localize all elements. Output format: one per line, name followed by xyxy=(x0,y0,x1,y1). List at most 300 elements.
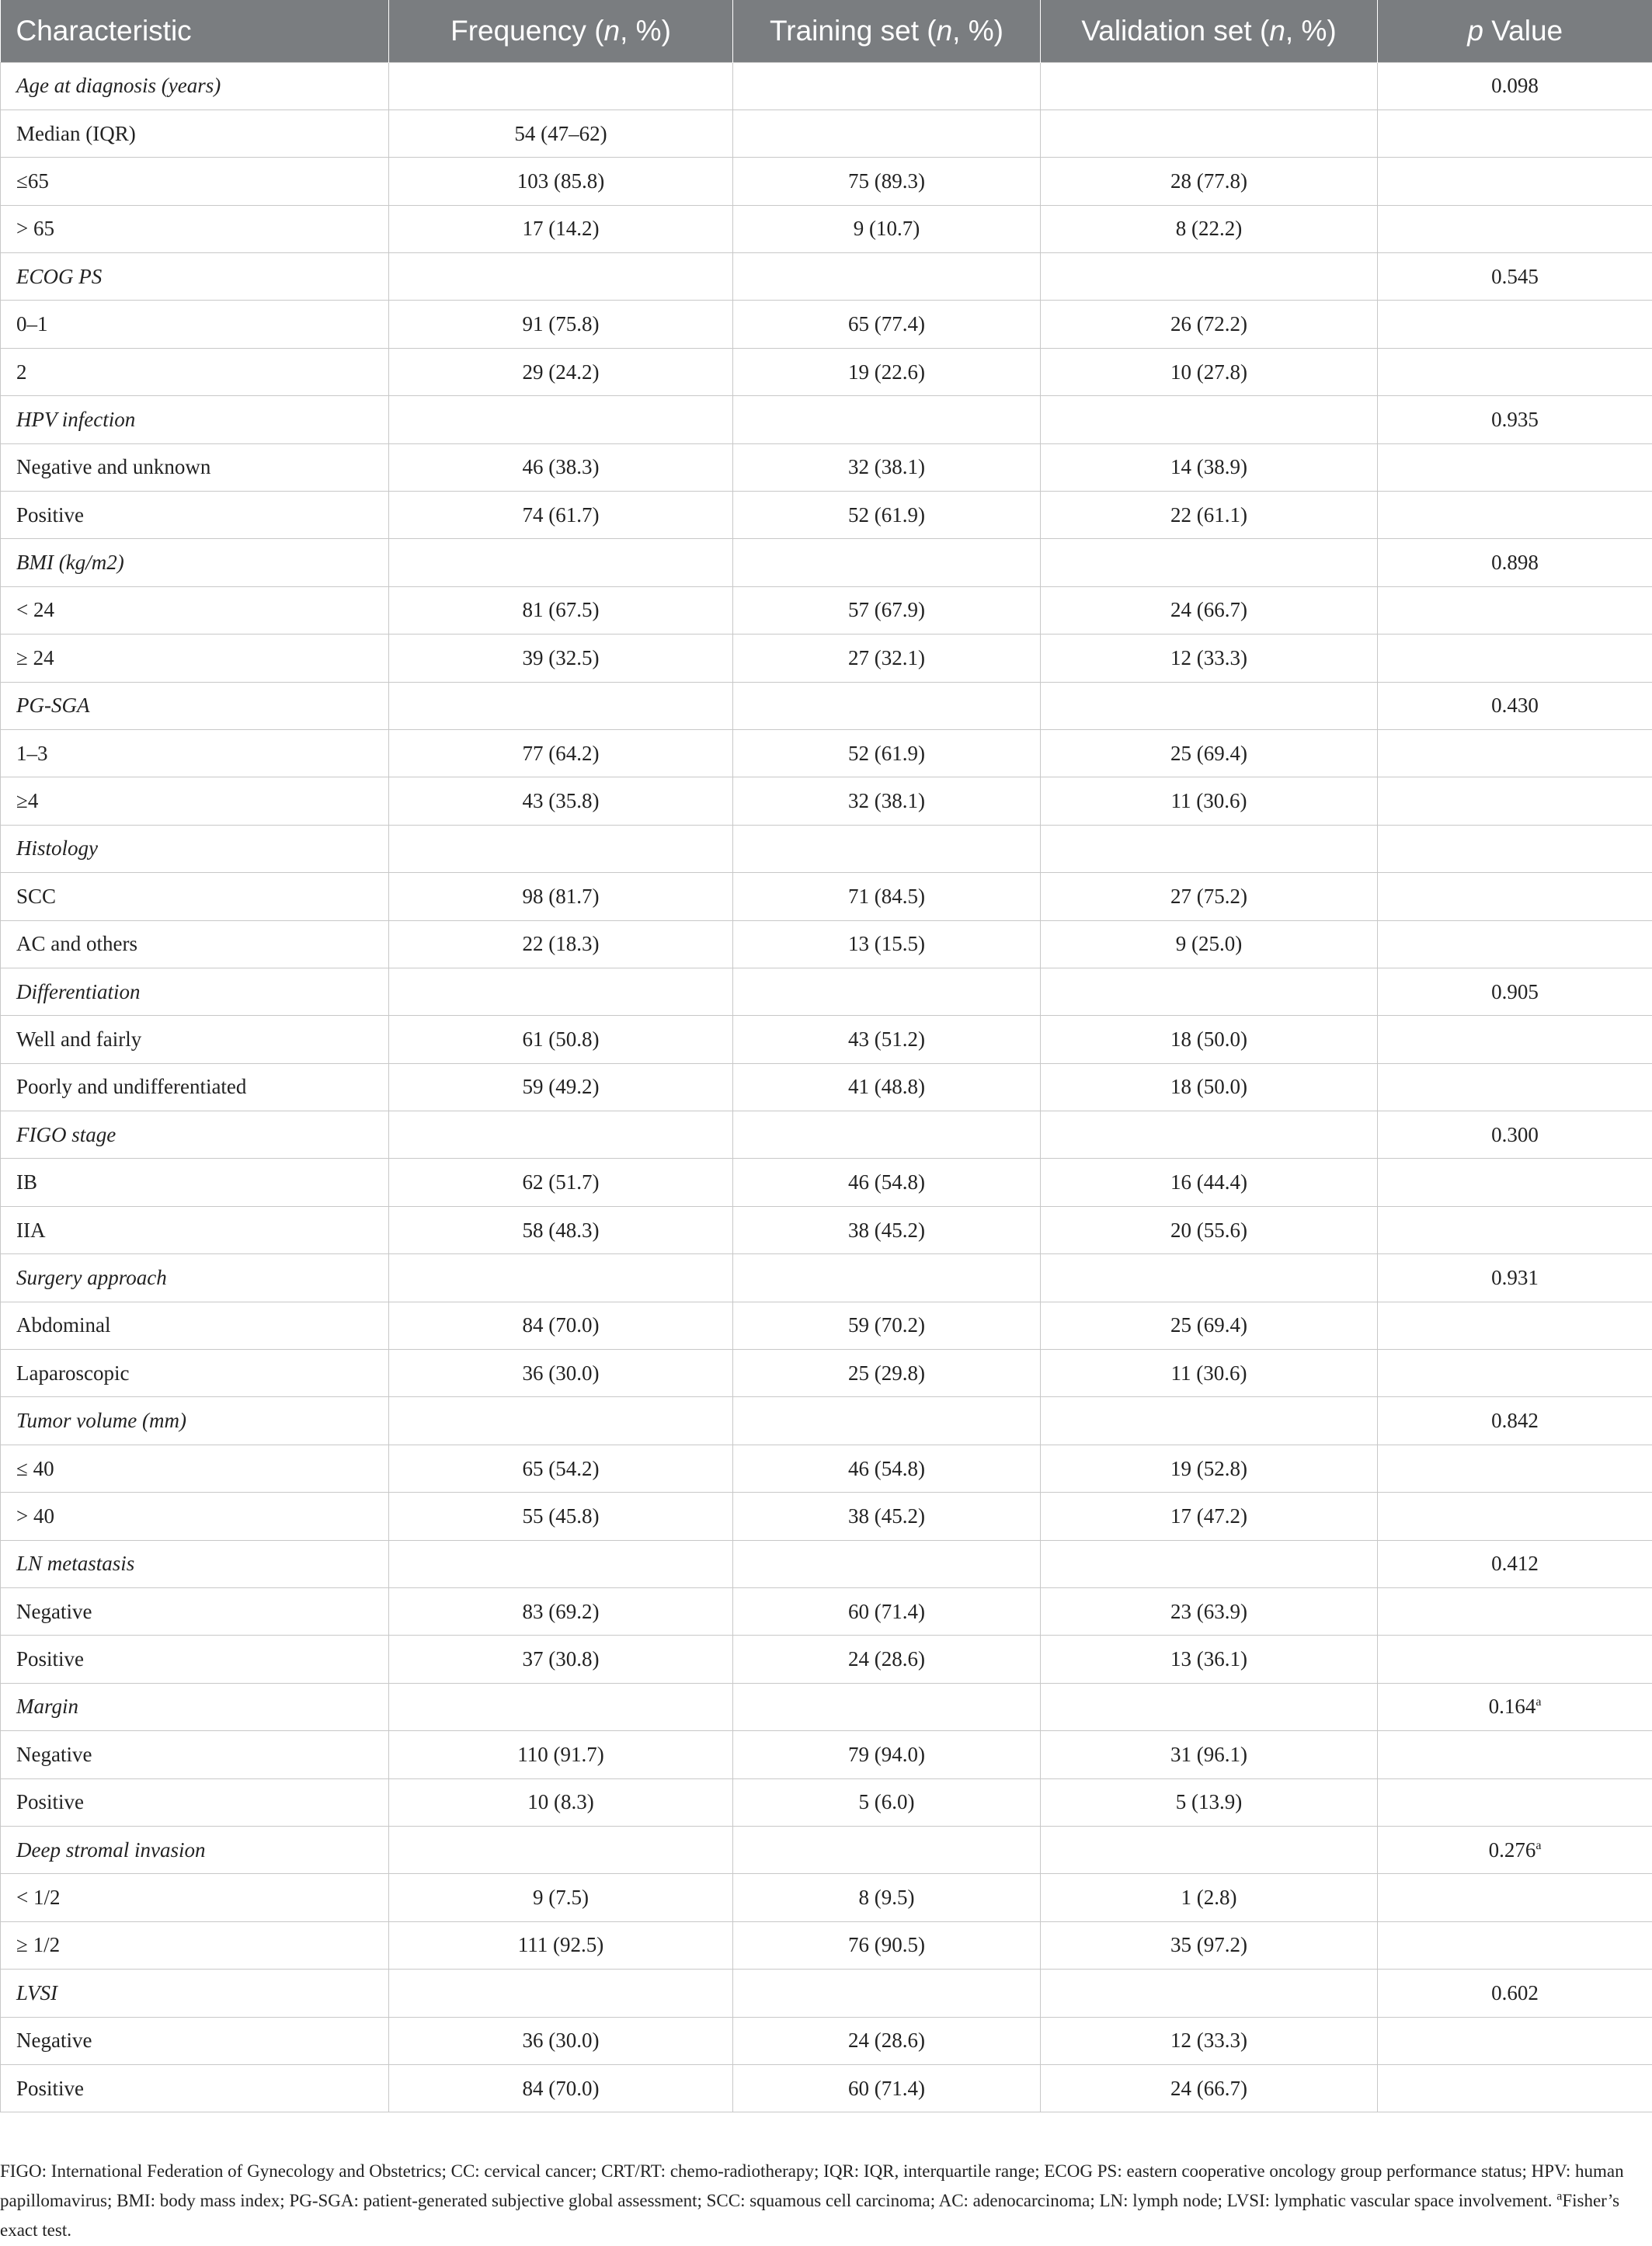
frequency-cell xyxy=(389,1921,733,1969)
cell-text: 18 (50.0) xyxy=(1170,1075,1247,1099)
validation-set-cell xyxy=(1041,1588,1378,1636)
validation-set-cell xyxy=(1041,1970,1378,2017)
training-set-cell xyxy=(733,348,1041,395)
cell-text: 25 (69.4) xyxy=(1170,741,1247,765)
table-row xyxy=(1,1588,1652,1636)
characteristic-cell xyxy=(1,1588,389,1636)
cell-text: Positive xyxy=(16,1790,85,1814)
cell-text: Negative and unknown xyxy=(16,455,211,479)
characteristic-cell xyxy=(1,968,389,1015)
header-text: Characteristic xyxy=(16,14,192,47)
validation-set-cell xyxy=(1041,348,1378,395)
cell-text: 58 (48.3) xyxy=(522,1218,600,1242)
characteristic-cell xyxy=(1,158,389,205)
cell-text: 9 (7.5) xyxy=(533,1886,589,1910)
validation-set-cell xyxy=(1041,1397,1378,1445)
validation-set-cell xyxy=(1041,1874,1378,1921)
table-row xyxy=(1,920,1652,968)
cell-text: 19 (52.8) xyxy=(1170,1456,1247,1480)
p-value-cell xyxy=(1378,205,1652,252)
frequency-cell xyxy=(389,1636,733,1683)
frequency-cell xyxy=(389,492,733,539)
validation-set-cell xyxy=(1041,62,1378,110)
characteristic-cell xyxy=(1,1731,389,1778)
training-set-cell xyxy=(733,1493,1041,1540)
characteristic-cell xyxy=(1,635,389,682)
frequency-cell xyxy=(389,635,733,682)
cell-text: 9 (25.0) xyxy=(1175,932,1243,956)
group-row xyxy=(1,682,1652,729)
group-row xyxy=(1,396,1652,443)
p-value-cell xyxy=(1378,1016,1652,1063)
p-value-cell xyxy=(1378,586,1652,634)
table-row xyxy=(1,205,1652,252)
training-set-cell xyxy=(733,443,1041,491)
cell-text: 20 (55.6) xyxy=(1170,1218,1247,1242)
p-value-cell xyxy=(1378,1731,1652,1778)
p-value-cell xyxy=(1378,2017,1652,2064)
header-text: Value xyxy=(1483,14,1563,47)
cell-text: 5 (6.0) xyxy=(858,1790,915,1814)
cell-text: 37 (30.8) xyxy=(522,1647,600,1671)
cell-text: 74 (61.7) xyxy=(522,502,600,527)
frequency-cell xyxy=(389,158,733,205)
header-text: Training set ( xyxy=(770,14,937,47)
validation-set-cell xyxy=(1041,110,1378,157)
cell-text: SCC xyxy=(16,884,57,908)
table-row xyxy=(1,1016,1652,1063)
table-row xyxy=(1,777,1652,825)
characteristic-cell xyxy=(1,1159,389,1206)
header-p-value xyxy=(1378,0,1652,62)
cell-text: 19 (22.6) xyxy=(848,360,925,384)
cell-text: 59 (49.2) xyxy=(522,1075,600,1099)
validation-set-cell xyxy=(1041,1159,1378,1206)
frequency-cell xyxy=(389,110,733,157)
training-set-cell xyxy=(733,682,1041,729)
table-row xyxy=(1,348,1652,395)
training-set-cell xyxy=(733,1874,1041,1921)
table-row xyxy=(1,1206,1652,1253)
cell-text: 24 (28.6) xyxy=(848,1647,925,1671)
frequency-cell xyxy=(389,253,733,301)
validation-set-cell xyxy=(1041,205,1378,252)
header-frequency xyxy=(389,0,733,62)
validation-set-cell xyxy=(1041,443,1378,491)
frequency-cell xyxy=(389,539,733,586)
p-value-cell xyxy=(1378,1302,1652,1349)
cell-text: HPV infection xyxy=(16,407,136,431)
frequency-cell xyxy=(389,825,733,872)
characteristic-cell xyxy=(1,1016,389,1063)
validation-set-cell xyxy=(1041,2017,1378,2064)
characteristic-cell xyxy=(1,1350,389,1397)
cell-text: Positive xyxy=(16,502,85,527)
p-value-cell xyxy=(1378,1540,1652,1587)
group-row xyxy=(1,539,1652,586)
training-set-cell xyxy=(733,539,1041,586)
table-row xyxy=(1,1159,1652,1206)
table-row xyxy=(1,1493,1652,1540)
training-set-cell xyxy=(733,1731,1041,1778)
frequency-cell xyxy=(389,1540,733,1587)
cell-text: 26 (72.2) xyxy=(1170,312,1247,336)
cell-text: ≤ 40 xyxy=(16,1456,54,1480)
characteristic-cell xyxy=(1,1302,389,1349)
frequency-cell xyxy=(389,777,733,825)
validation-set-cell xyxy=(1041,301,1378,348)
characteristic-cell xyxy=(1,301,389,348)
cell-text: 0.098 xyxy=(1491,74,1539,98)
cell-text: 84 (70.0) xyxy=(522,2076,600,2100)
cell-text: < 1/2 xyxy=(16,1886,61,1910)
training-set-cell xyxy=(733,1445,1041,1492)
cell-text: 65 (54.2) xyxy=(522,1456,600,1480)
validation-set-cell xyxy=(1041,1254,1378,1302)
characteristic-cell xyxy=(1,1540,389,1587)
training-set-cell xyxy=(733,396,1041,443)
training-set-cell xyxy=(733,586,1041,634)
table-body xyxy=(1,62,1652,2112)
p-value-cell xyxy=(1378,396,1652,443)
validation-set-cell xyxy=(1041,586,1378,634)
training-set-cell xyxy=(733,1111,1041,1159)
frequency-cell xyxy=(389,1063,733,1111)
characteristic-cell xyxy=(1,443,389,491)
frequency-cell xyxy=(389,1445,733,1492)
characteristic-cell xyxy=(1,873,389,920)
frequency-cell xyxy=(389,443,733,491)
frequency-cell xyxy=(389,729,733,777)
table-row xyxy=(1,443,1652,491)
cell-text: IIA xyxy=(16,1218,46,1242)
training-set-cell xyxy=(733,1540,1041,1587)
cell-text: 18 (50.0) xyxy=(1170,1027,1247,1051)
cell-text: AC and others xyxy=(16,932,137,956)
cell-text: 13 (36.1) xyxy=(1170,1647,1247,1671)
training-set-cell xyxy=(733,1826,1041,1873)
validation-set-cell xyxy=(1041,158,1378,205)
training-set-cell xyxy=(733,62,1041,110)
validation-set-cell xyxy=(1041,1636,1378,1683)
cell-text: 0.842 xyxy=(1491,1409,1539,1433)
training-set-cell xyxy=(733,825,1041,872)
p-value-cell xyxy=(1378,62,1652,110)
cell-text: 8 (9.5) xyxy=(858,1886,915,1910)
training-set-cell xyxy=(733,1397,1041,1445)
cell-text: 54 (47–62) xyxy=(514,121,607,145)
validation-set-cell xyxy=(1041,682,1378,729)
header-text: , %) xyxy=(1285,14,1337,47)
frequency-cell xyxy=(389,1778,733,1826)
validation-set-cell xyxy=(1041,729,1378,777)
cell-text: 52 (61.9) xyxy=(848,741,925,765)
training-set-cell xyxy=(733,1350,1041,1397)
validation-set-cell xyxy=(1041,1540,1378,1587)
header-text: , %) xyxy=(620,14,671,47)
header-italic-text: p xyxy=(1467,14,1483,47)
table-row xyxy=(1,1302,1652,1349)
frequency-cell xyxy=(389,1016,733,1063)
cell-text: 43 (51.2) xyxy=(848,1027,925,1051)
characteristic-cell xyxy=(1,492,389,539)
validation-set-cell xyxy=(1041,253,1378,301)
cell-text: Age at diagnosis (years) xyxy=(16,74,221,98)
frequency-cell xyxy=(389,1588,733,1636)
table-row xyxy=(1,1350,1652,1397)
characteristic-cell xyxy=(1,253,389,301)
cell-text: 0.412 xyxy=(1491,1552,1539,1576)
characteristic-cell xyxy=(1,586,389,634)
p-value-cell xyxy=(1378,1111,1652,1159)
training-set-cell xyxy=(733,1063,1041,1111)
characteristic-cell xyxy=(1,205,389,252)
p-value-cell xyxy=(1378,1636,1652,1683)
cell-text: 46 (38.3) xyxy=(522,455,600,479)
cell-text: 55 (45.8) xyxy=(522,1504,600,1528)
cell-text: ≥ 24 xyxy=(16,645,54,669)
frequency-cell xyxy=(389,1206,733,1253)
characteristic-cell xyxy=(1,777,389,825)
validation-set-cell xyxy=(1041,968,1378,1015)
p-value-cell xyxy=(1378,920,1652,968)
cell-text: 0.545 xyxy=(1491,264,1539,288)
cell-text: Median (IQR) xyxy=(16,121,136,145)
cell-text: 103 (85.8) xyxy=(516,169,605,193)
p-value-cell xyxy=(1378,1970,1652,2017)
cell-text: 0.905 xyxy=(1491,979,1539,1003)
validation-set-cell xyxy=(1041,1921,1378,1969)
training-set-cell xyxy=(733,1970,1041,2017)
cell-text: 91 (75.8) xyxy=(522,312,600,336)
cell-text: 31 (96.1) xyxy=(1170,1742,1247,1766)
frequency-cell xyxy=(389,1731,733,1778)
frequency-cell xyxy=(389,2064,733,2112)
cell-text: 11 (30.6) xyxy=(1170,1361,1247,1385)
cell-text: 24 (66.7) xyxy=(1170,2076,1247,2100)
p-value-cell xyxy=(1378,682,1652,729)
cell-text: 17 (47.2) xyxy=(1170,1504,1247,1528)
cell-text: Negative xyxy=(16,1742,92,1766)
cell-text: 12 (33.3) xyxy=(1170,2029,1247,2053)
validation-set-cell xyxy=(1041,777,1378,825)
cell-text: 84 (70.0) xyxy=(522,1313,600,1337)
characteristic-cell xyxy=(1,1826,389,1873)
cell-text: 8 (22.2) xyxy=(1175,217,1243,241)
cell-text: > 40 xyxy=(16,1504,54,1528)
p-value-cell xyxy=(1378,253,1652,301)
footnote-marker: a xyxy=(1556,2189,1563,2203)
validation-set-cell xyxy=(1041,1206,1378,1253)
group-row xyxy=(1,825,1652,872)
cell-text: < 24 xyxy=(16,598,54,622)
table-row xyxy=(1,586,1652,634)
frequency-cell xyxy=(389,1970,733,2017)
table-row xyxy=(1,1921,1652,1969)
frequency-cell xyxy=(389,1350,733,1397)
cell-text: 0.898 xyxy=(1491,551,1539,575)
frequency-cell xyxy=(389,1683,733,1730)
p-value-cell xyxy=(1378,1445,1652,1492)
p-value-cell xyxy=(1378,1493,1652,1540)
validation-set-cell xyxy=(1041,1302,1378,1349)
characteristic-cell xyxy=(1,348,389,395)
characteristic-cell xyxy=(1,920,389,968)
cell-text: Positive xyxy=(16,1647,85,1671)
frequency-cell xyxy=(389,1874,733,1921)
training-set-cell xyxy=(733,253,1041,301)
frequency-cell xyxy=(389,1493,733,1540)
training-set-cell xyxy=(733,920,1041,968)
characteristic-cell xyxy=(1,1206,389,1253)
cell-text: 110 (91.7) xyxy=(517,1742,604,1766)
table-row xyxy=(1,729,1652,777)
frequency-cell xyxy=(389,62,733,110)
table-row xyxy=(1,1778,1652,1826)
frequency-cell xyxy=(389,2017,733,2064)
training-set-cell xyxy=(733,1159,1041,1206)
training-set-cell xyxy=(733,1778,1041,1826)
p-value-cell xyxy=(1378,1159,1652,1206)
cell-text: Differentiation xyxy=(16,979,141,1003)
training-set-cell xyxy=(733,2064,1041,2112)
validation-set-cell xyxy=(1041,920,1378,968)
characteristic-cell xyxy=(1,682,389,729)
header-italic-text: n xyxy=(603,14,621,47)
training-set-cell xyxy=(733,729,1041,777)
cell-text: LN metastasis xyxy=(16,1552,135,1576)
cell-text: 76 (90.5) xyxy=(848,1933,925,1957)
cell-text: 5 (13.9) xyxy=(1175,1790,1243,1814)
frequency-cell xyxy=(389,968,733,1015)
frequency-cell xyxy=(389,348,733,395)
frequency-cell xyxy=(389,1397,733,1445)
cell-text: FIGO stage xyxy=(16,1122,117,1146)
cell-text: 11 (30.6) xyxy=(1170,789,1247,813)
cell-text: 27 (75.2) xyxy=(1170,884,1247,908)
characteristic-cell xyxy=(1,1445,389,1492)
cell-text: 111 (92.5) xyxy=(517,1933,604,1957)
frequency-cell xyxy=(389,1826,733,1873)
table-row xyxy=(1,1636,1652,1683)
characteristic-cell xyxy=(1,2017,389,2064)
p-value-cell xyxy=(1378,873,1652,920)
cell-text: 25 (29.8) xyxy=(848,1361,925,1385)
header-validation-set xyxy=(1041,0,1378,62)
table-row xyxy=(1,2064,1652,2112)
cell-text: 46 (54.8) xyxy=(848,1456,925,1480)
validation-set-cell xyxy=(1041,635,1378,682)
group-row xyxy=(1,1683,1652,1730)
validation-set-cell xyxy=(1041,825,1378,872)
cell-text: 1 (2.8) xyxy=(1181,1886,1237,1910)
p-value-cell xyxy=(1378,1921,1652,1969)
training-set-cell xyxy=(733,1921,1041,1969)
p-value-cell xyxy=(1378,1397,1652,1445)
cell-text: 0.931 xyxy=(1491,1265,1539,1289)
validation-set-cell xyxy=(1041,1731,1378,1778)
cell-text: 28 (77.8) xyxy=(1170,169,1247,193)
cell-text: Positive xyxy=(16,2076,85,2100)
cell-text: 57 (67.9) xyxy=(848,598,925,622)
training-set-cell xyxy=(733,492,1041,539)
group-row xyxy=(1,1254,1652,1302)
cell-text: > 65 xyxy=(16,217,54,241)
characteristic-cell xyxy=(1,1493,389,1540)
p-value-cell xyxy=(1378,301,1652,348)
cell-text: 36 (30.0) xyxy=(522,2029,600,2053)
characteristic-cell xyxy=(1,1636,389,1683)
cell-text: 35 (97.2) xyxy=(1170,1933,1247,1957)
footnote-marker: a xyxy=(1535,1838,1542,1852)
p-value-cell xyxy=(1378,1778,1652,1826)
p-value-cell xyxy=(1378,539,1652,586)
characteristic-cell xyxy=(1,1397,389,1445)
training-set-cell xyxy=(733,1206,1041,1253)
cell-text: 14 (38.9) xyxy=(1170,455,1247,479)
characteristic-cell xyxy=(1,1254,389,1302)
cell-text: 41 (48.8) xyxy=(848,1075,925,1099)
frequency-cell xyxy=(389,586,733,634)
group-row xyxy=(1,968,1652,1015)
table-row xyxy=(1,1063,1652,1111)
cell-text: Laparoscopic xyxy=(16,1361,130,1385)
frequency-cell xyxy=(389,873,733,920)
validation-set-cell xyxy=(1041,2064,1378,2112)
group-row xyxy=(1,62,1652,110)
group-row xyxy=(1,1970,1652,2017)
cell-text: Tumor volume (mm) xyxy=(16,1409,186,1433)
frequency-cell xyxy=(389,1159,733,1206)
cell-text: 23 (63.9) xyxy=(1170,1599,1247,1623)
cell-text: 75 (89.3) xyxy=(848,169,925,193)
validation-set-cell xyxy=(1041,1826,1378,1873)
p-value-cell xyxy=(1378,1206,1652,1253)
footnote-note: Fisher’s exact test. xyxy=(0,2191,1620,2240)
cell-text: 24 (28.6) xyxy=(848,2029,925,2053)
p-value-cell xyxy=(1378,1063,1652,1111)
cell-text: 0.430 xyxy=(1491,694,1539,718)
p-value-cell xyxy=(1378,1588,1652,1636)
validation-set-cell xyxy=(1041,1016,1378,1063)
cell-text: 0.935 xyxy=(1491,407,1539,431)
cell-text: 17 (14.2) xyxy=(522,217,600,241)
p-value-cell xyxy=(1378,158,1652,205)
cell-text: 0.300 xyxy=(1491,1122,1539,1146)
p-value-cell xyxy=(1378,1254,1652,1302)
table-footnote xyxy=(0,2157,1639,2245)
cell-text: 81 (67.5) xyxy=(522,598,600,622)
validation-set-cell xyxy=(1041,1683,1378,1730)
p-value-cell xyxy=(1378,348,1652,395)
p-value-cell xyxy=(1378,443,1652,491)
p-value-cell xyxy=(1378,110,1652,157)
training-set-cell xyxy=(733,968,1041,1015)
group-row xyxy=(1,1540,1652,1587)
cell-text: Negative xyxy=(16,2029,92,2053)
frequency-cell xyxy=(389,1302,733,1349)
cell-text: 0.164 xyxy=(1488,1695,1536,1719)
validation-set-cell xyxy=(1041,873,1378,920)
footnote-marker: a xyxy=(1535,1695,1542,1709)
cell-text: Surgery approach xyxy=(16,1265,167,1289)
training-set-cell xyxy=(733,1588,1041,1636)
cell-text: ≥ 1/2 xyxy=(16,1933,61,1957)
cell-text: ≤65 xyxy=(16,169,49,193)
training-set-cell xyxy=(733,301,1041,348)
training-set-cell xyxy=(733,635,1041,682)
characteristic-cell xyxy=(1,62,389,110)
